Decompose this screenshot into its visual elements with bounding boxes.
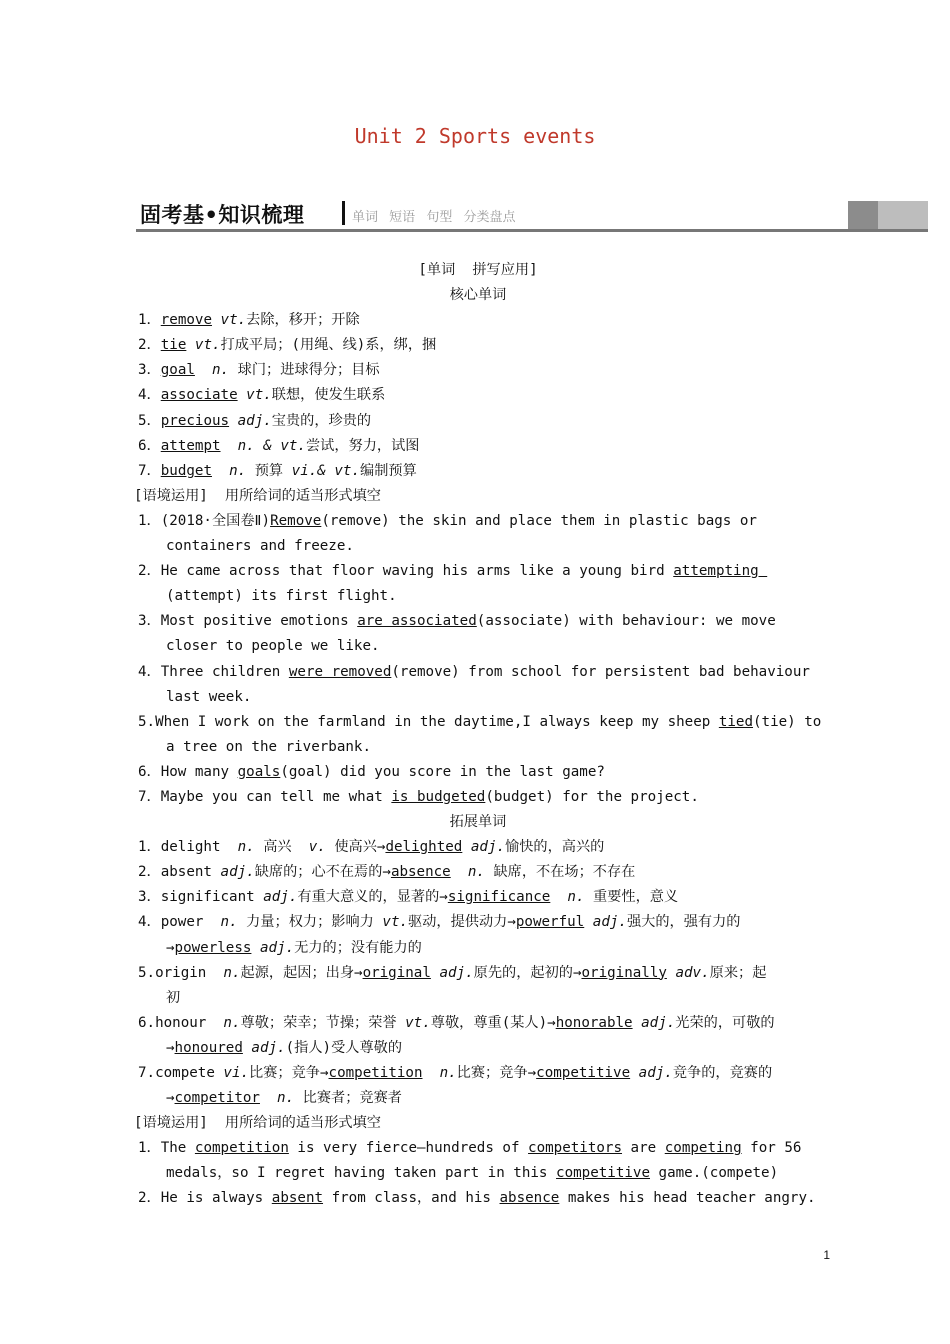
exercise-item: 3．Most positive emotions are associated(associate) with behaviour: we move — [138, 613, 776, 630]
banner-underline — [136, 229, 928, 232]
core-word-item: 6．attempt n. & vt.尝试，努力，试图 — [138, 437, 420, 454]
section-header: [单词 拼写应用] — [418, 262, 538, 278]
exercise-continuation: containers and freeze. — [166, 538, 354, 555]
extended-word-item: 6.honour n.尊敬；荣幸；节操；荣誉 vt.尊敬，尊重(某人)→honorable adj.光荣的，可敬的 — [138, 1014, 775, 1031]
document-body — [134, 258, 822, 1212]
unit-title: Unit 2 Sports events — [354, 124, 596, 148]
exercise-continuation: a tree on the riverbank. — [166, 738, 371, 755]
banner-divider — [342, 201, 345, 225]
core-word-item: 1．remove vt.去除，移开；开除 — [138, 312, 360, 329]
extended-word-continuation: →competitor n. 比赛者；竞赛者 — [166, 1090, 402, 1107]
core-word-item: 2．tie vt.打成平局；(用绳、线)系，绑，捆 — [138, 337, 437, 354]
exercise-item: 4．Three children were removed(remove) from school for persistent bad behaviour — [138, 663, 810, 680]
banner-title: 固考基•知识梳理 — [140, 203, 305, 227]
exercise-continuation: (attempt) its first flight. — [166, 588, 397, 605]
extended-word-item: 5.origin n.起源，起因；出身→original adj.原先的，起初的→originally adv.原来；起 — [138, 964, 767, 981]
core-word-item: 4．associate vt.联想，使发生联系 — [138, 387, 386, 404]
extended-word-item: 3．significant adj.有重大意义的，显著的→significance n. 重要性，意义 — [138, 889, 679, 906]
extended-word-continuation: 初 — [166, 989, 181, 1006]
banner-decoration-dark — [848, 201, 878, 229]
exercise-item: 7．Maybe you can tell me what is budgeted(budget) for the project. — [138, 788, 699, 805]
exercise-item: 2．He is always absent from class，and his absence makes his head teacher angry. — [138, 1190, 816, 1207]
context-label: [语境运用] 用所给词的适当形式填空 — [134, 1115, 381, 1132]
exercise-item: 1．The competition is very fierce—hundreds of competitors are competing for 56 — [138, 1140, 802, 1157]
context-label: [语境运用] 用所给词的适当形式填空 — [134, 487, 381, 504]
core-word-item: 7．budget n. 预算 vi.& vt.编制预算 — [138, 462, 417, 479]
extended-word-continuation: →honoured adj.(指人)受人尊敬的 — [166, 1039, 403, 1056]
exercise-item: 5.When I work on the farmland in the daytime,I always keep my sheep tied(tie) to — [138, 713, 822, 730]
banner-tag: 单词 — [352, 210, 379, 225]
extended-words-title: 拓展单词 — [449, 814, 507, 831]
page-number: 1 — [823, 1248, 830, 1262]
extended-word-continuation: →powerless adj.无力的；没有能力的 — [166, 939, 422, 956]
core-words-title: 核心单词 — [449, 287, 507, 304]
banner-tag: 短语 — [389, 210, 416, 225]
extended-word-item: 4．power n. 力量；权力；影响力 vt.驱动，提供动力→powerful adj.强大的，强有力的 — [138, 914, 741, 931]
core-word-item: 3．goal n. 球门；进球得分；目标 — [138, 362, 380, 379]
exercise-item: 1．(2018·全国卷Ⅱ)Remove(remove) the skin and place them in plastic bags or — [138, 512, 757, 529]
extended-word-item: 2．absent adj.缺席的；心不在焉的→absence n. 缺席，不在场；不存在 — [138, 864, 636, 881]
banner-tag: 句型 — [426, 210, 453, 225]
section-banner — [136, 197, 928, 233]
banner-tags — [352, 206, 522, 225]
banner-decoration-light — [878, 201, 928, 229]
banner-tag: 分类盘点 — [463, 210, 516, 225]
exercise-continuation: last week. — [166, 688, 252, 705]
extended-word-item: 1．delight n. 高兴 v. 使高兴→delighted adj.愉快的，高兴的 — [138, 839, 605, 856]
extended-word-item: 7.compete vi.比赛；竞争→competition n.比赛；竞争→competitive adj.竞争的，竞赛的 — [138, 1065, 773, 1081]
exercise-continuation: closer to people we like. — [166, 638, 380, 655]
exercise-item: 6．How many goals(goal) did you score in the last game? — [138, 763, 605, 780]
core-word-item: 5．precious adj.宝贵的，珍贵的 — [138, 412, 372, 429]
exercise-continuation: medals，so I regret having taken part in this competitive game.(compete) — [166, 1165, 779, 1182]
exercise-item: 2．He came across that floor waving his arms like a young bird attempting — [138, 563, 768, 580]
